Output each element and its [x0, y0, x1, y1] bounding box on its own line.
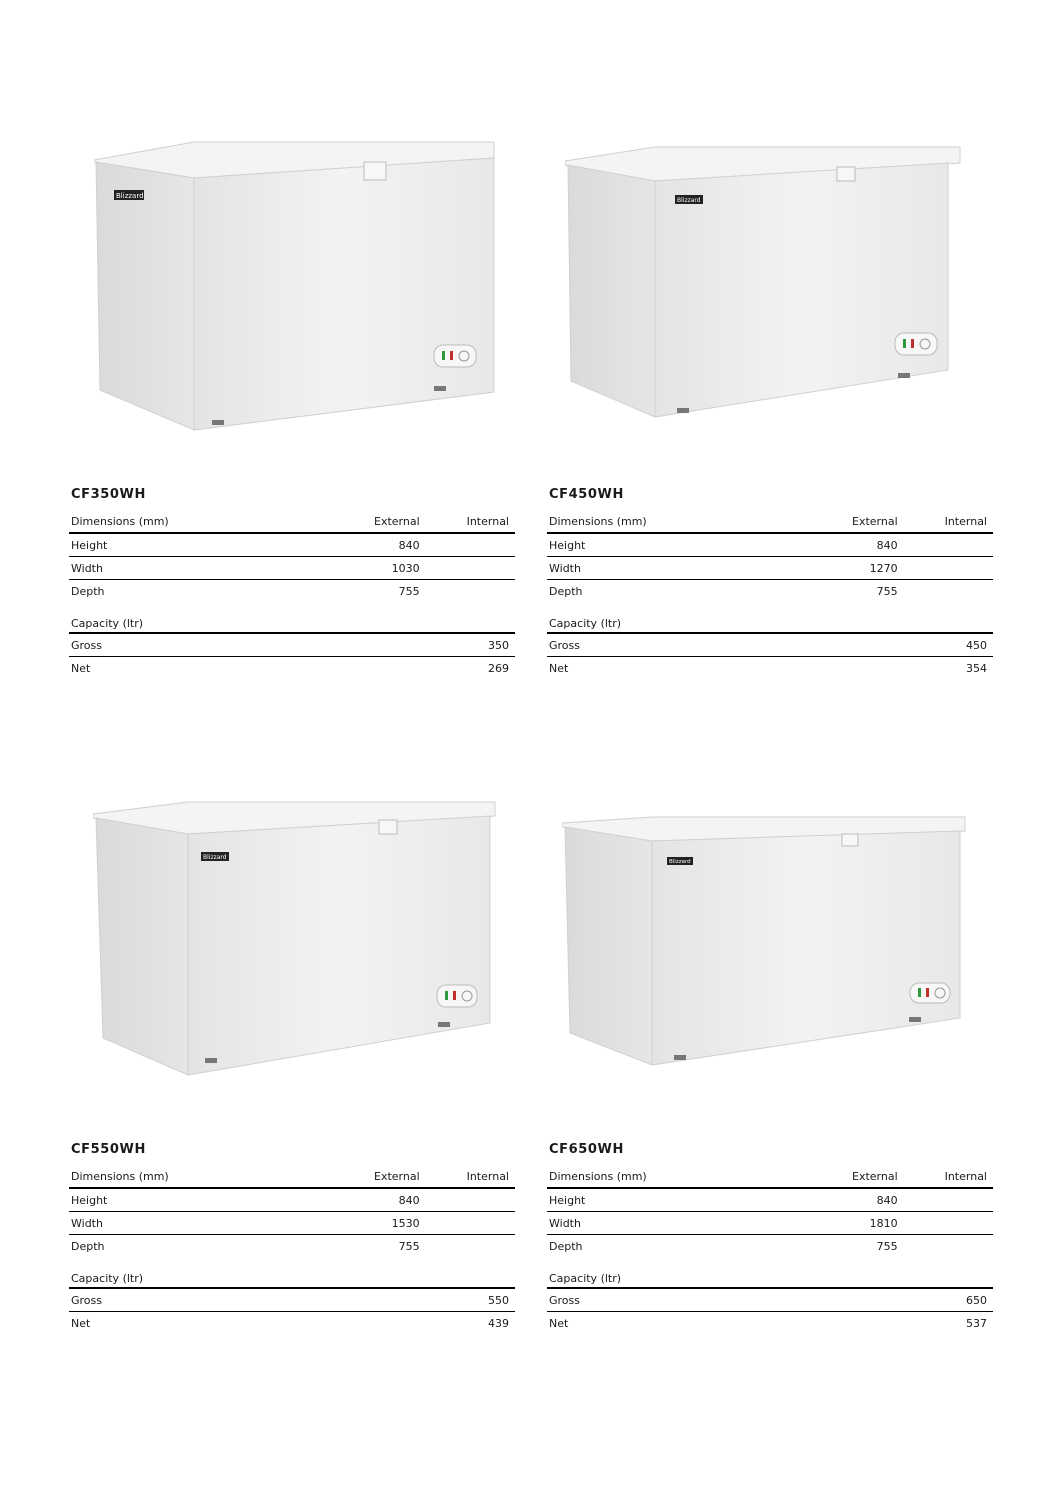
width-internal [898, 1212, 993, 1235]
chest-freezer-image [562, 815, 972, 1075]
depth-label: Depth [71, 1239, 105, 1253]
height-external: 840 [736, 1188, 898, 1212]
height-label: Height [69, 1188, 258, 1212]
gross-value: 550 [420, 1288, 515, 1312]
gross-label: Gross [547, 633, 736, 657]
height-internal [898, 533, 993, 557]
internal-header: Internal [420, 1165, 515, 1188]
capacity-header: Capacity (ltr) [547, 602, 736, 633]
dimensions-header: Dimensions (mm) [69, 1165, 258, 1188]
external-header: External [736, 1165, 898, 1188]
depth-label: Depth [549, 584, 583, 598]
dimensions-header: Dimensions (mm) [547, 1165, 736, 1188]
net-label: Net [71, 1316, 91, 1330]
width-label: Width [69, 557, 258, 580]
net-value: 439 [488, 1316, 509, 1330]
external-header: External [258, 510, 420, 533]
capacity-header: Capacity (ltr) [69, 602, 258, 633]
depth-internal [898, 1235, 993, 1258]
model-title: CF650WH [549, 1142, 624, 1157]
height-external: 840 [736, 533, 898, 557]
height-label: Height [69, 533, 258, 557]
dimensions-header: Dimensions (mm) [547, 510, 736, 533]
net-label: Net [549, 661, 569, 675]
depth-internal [898, 580, 993, 603]
spec-table [69, 510, 515, 679]
width-internal [898, 557, 993, 580]
model-title: CF450WH [549, 487, 624, 502]
internal-header: Internal [420, 510, 515, 533]
gross-label: Gross [69, 1288, 258, 1312]
width-label: Width [547, 557, 736, 580]
height-label: Height [547, 533, 736, 557]
internal-header: Internal [898, 510, 993, 533]
chest-freezer-image [565, 145, 965, 425]
depth-label: Depth [71, 584, 105, 598]
net-value: 269 [488, 661, 509, 675]
width-internal [420, 557, 515, 580]
spec-table [69, 1165, 515, 1334]
depth-internal [420, 580, 515, 603]
gross-label: Gross [69, 633, 258, 657]
depth-external: 755 [876, 1239, 898, 1253]
gross-label: Gross [547, 1288, 736, 1312]
chest-freezer-image [94, 130, 504, 435]
width-label: Width [69, 1212, 258, 1235]
width-external: 1030 [258, 557, 420, 580]
depth-label: Depth [549, 1239, 583, 1253]
external-header: External [736, 510, 898, 533]
capacity-header: Capacity (ltr) [69, 1257, 258, 1288]
width-external: 1810 [736, 1212, 898, 1235]
width-external: 1270 [736, 557, 898, 580]
depth-external: 755 [398, 584, 420, 598]
gross-value: 650 [898, 1288, 993, 1312]
brand-badge: Blizzard [116, 192, 144, 200]
gross-value: 450 [898, 633, 993, 657]
brand-badge: Blizzard [203, 854, 227, 861]
depth-external: 755 [876, 584, 898, 598]
width-internal [420, 1212, 515, 1235]
height-internal [420, 1188, 515, 1212]
depth-external: 755 [398, 1239, 420, 1253]
height-internal [898, 1188, 993, 1212]
height-external: 840 [258, 533, 420, 557]
capacity-header: Capacity (ltr) [547, 1257, 736, 1288]
height-external: 840 [258, 1188, 420, 1212]
depth-internal [420, 1235, 515, 1258]
height-label: Height [547, 1188, 736, 1212]
model-title: CF550WH [71, 1142, 146, 1157]
width-external: 1530 [258, 1212, 420, 1235]
model-title: CF350WH [71, 487, 146, 502]
dimensions-header: Dimensions (mm) [69, 510, 258, 533]
brand-badge: Blizzard [669, 859, 691, 865]
width-label: Width [547, 1212, 736, 1235]
net-value: 354 [966, 661, 987, 675]
net-value: 537 [966, 1316, 987, 1330]
external-header: External [258, 1165, 420, 1188]
internal-header: Internal [898, 1165, 993, 1188]
brand-badge: Blizzard [677, 197, 701, 204]
chest-freezer-image [93, 800, 503, 1085]
net-label: Net [549, 1316, 569, 1330]
spec-table [547, 510, 993, 679]
height-internal [420, 533, 515, 557]
spec-table [547, 1165, 993, 1334]
net-label: Net [71, 661, 91, 675]
gross-value: 350 [420, 633, 515, 657]
